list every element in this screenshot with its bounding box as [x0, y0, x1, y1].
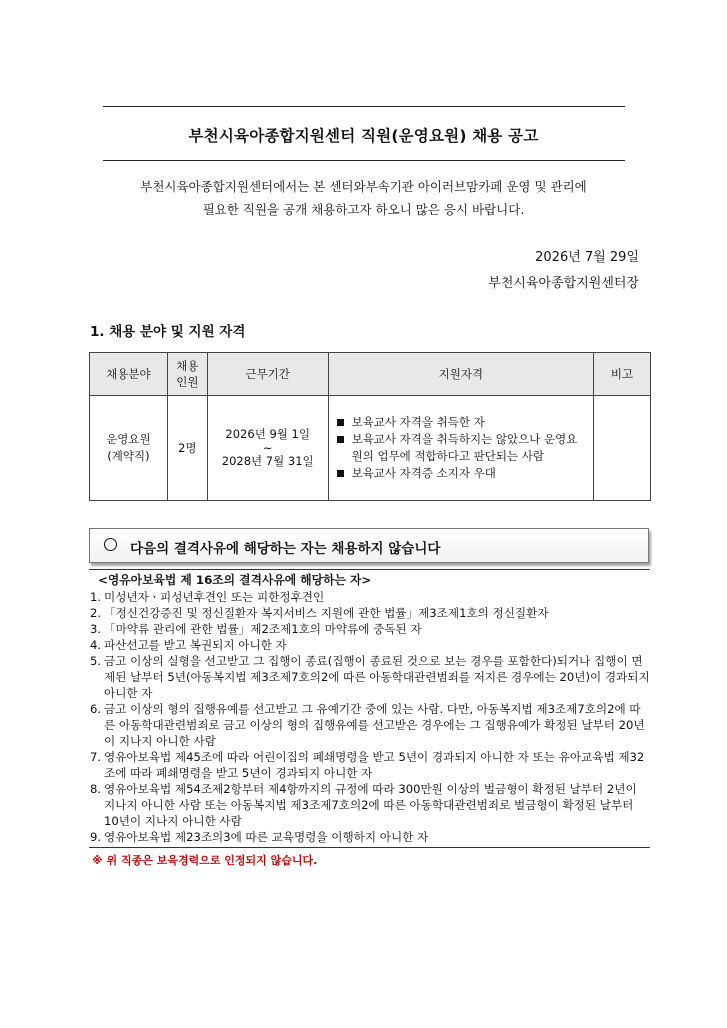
cell-count: 2명 — [167, 396, 207, 501]
list-item — [90, 621, 650, 637]
item-text: 금고 이상의 실형을 선고받고 그 집행이 종료(집행이 종료된 것으로 보는 경우를 포함한다)되거나 집행이 면제된 날부터 5년(아동복지법 제3조제7호의2에 따른 아동학대관련범죄를 저지른 경우에는 20년)이 경과되지 아니한 자 — [104, 654, 650, 700]
disqualification-banner — [89, 528, 649, 563]
title-bottom-rule — [103, 160, 625, 161]
field-line2: (계약직) — [107, 449, 150, 463]
list-item — [90, 829, 650, 845]
cell-remarks — [594, 396, 651, 501]
item-text: 미성년자ㆍ피성년후견인 또는 피한정후견인 — [104, 590, 325, 604]
field-line1: 운영요원 — [106, 432, 151, 446]
intro-line-2: 필요한 직원을 공개 채용하고자 하오니 많은 응시 바랍니다. — [202, 202, 525, 217]
period-start: 2026년 9월 1일 — [225, 427, 310, 441]
list-item — [90, 637, 650, 653]
title-top-rule — [103, 106, 625, 107]
square-bullet-icon — [337, 419, 344, 426]
period-end: 2028년 7월 31일 — [221, 454, 314, 468]
item-number: 2. — [90, 606, 102, 620]
qualification-text: 보육교사 자격증 소지자 우대 — [351, 466, 496, 480]
qualification-text: 보육교사 자격을 취득한 자 — [351, 415, 485, 429]
banner-text: 다음의 결격사유에 해당하는 자는 채용하지 않습니다 — [130, 541, 441, 557]
list-item — [90, 653, 650, 701]
disqualification-list — [90, 572, 650, 845]
item-number: 5. — [90, 654, 102, 668]
item-number: 1. — [90, 590, 102, 604]
recruitment-table — [89, 352, 651, 501]
section-heading: 1. 채용 분야 및 지원 자격 — [90, 324, 246, 340]
item-text: 영유아보육법 제54조제2항부터 제4항까지의 규정에 따라 300만원 이상의 벌금형이 확정된 날부터 2년이 지나지 아니한 사람 또는 아동복지법 제3조제7호의2에 따른 아동학대관련범죄로 벌금형이 확정된 날부터 10년이 지나지 아니한 사람 — [104, 782, 637, 828]
square-bullet-icon — [337, 470, 344, 477]
item-number: 3. — [90, 622, 102, 636]
square-bullet-icon — [337, 436, 344, 443]
announcement-date: 2026년 7월 29일 — [535, 250, 639, 265]
page-title: 부천시육아종합지원센터 직원(운영요원) 채용 공고 — [188, 127, 539, 145]
footnote: ※ 위 직종은 보육경력으로 인정되지 않습니다. — [92, 854, 318, 867]
list-bottom-divider — [89, 847, 650, 848]
list-item — [90, 749, 650, 781]
item-number: 8. — [90, 782, 102, 796]
list-item — [90, 605, 650, 621]
item-text: 파산선고를 받고 복권되지 아니한 자 — [104, 638, 287, 652]
cell-field — [90, 396, 168, 501]
header-count-line2: 인원 — [176, 375, 199, 389]
header-count-line1: 채용 — [176, 359, 199, 373]
disqualification-subheading: <영유아보육법 제 16조의 결격사유에 해당하는 자> — [98, 573, 372, 587]
circle-icon — [104, 538, 117, 551]
header-remarks: 비고 — [594, 353, 651, 396]
list-item — [90, 701, 650, 749]
header-period: 근무기간 — [207, 353, 328, 396]
item-number: 7. — [90, 750, 102, 764]
item-number: 6. — [90, 702, 102, 716]
item-text: 「정신건강증진 및 정신질환자 복지서비스 지원에 관한 법률」제3조제1호의 정신질환자 — [104, 606, 549, 620]
intro-line-1: 부천시육아종합지원센터에서는 본 센터와부속기관 아이러브맘카페 운영 및 관리에 — [140, 179, 587, 194]
period-separator: ~ — [262, 441, 273, 455]
qualification-item — [335, 431, 587, 465]
issuer-name: 부천시육아종합지원센터장 — [488, 276, 639, 291]
list-item — [90, 589, 650, 605]
header-field: 채용분야 — [90, 353, 168, 396]
item-number: 9. — [90, 830, 102, 844]
cell-qualifications — [328, 396, 593, 501]
item-text: 영유아보육법 제45조에 따라 어린이집의 폐쇄명령을 받고 5년이 경과되지 아니한 자 또는 유아교육법 제32조에 따라 폐쇄명령을 받고 5년이 경과되지 아니한 자 — [104, 750, 645, 780]
list-item — [90, 781, 650, 829]
list-top-divider — [89, 569, 650, 570]
item-text: 금고 이상의 형의 집행유예를 선고받고 그 유예기간 중에 있는 사람. 다만, 아동복지법 제3조제7호의2에 따른 아동학대관련범죄로 금고 이상의 형의 집행유예를 선고받은 경우에는 그 집행유예가 확정된 날부터 20년이 지나지 아니한 사람 — [104, 702, 645, 748]
header-qualifications: 지원자격 — [328, 353, 593, 396]
header-count — [167, 353, 207, 396]
qualification-item — [335, 465, 587, 482]
table-header-row — [90, 353, 651, 396]
qualification-text: 보육교사 자격을 취득하지는 않았으나 운영요원의 업무에 적합하다고 판단되는 사람 — [351, 432, 578, 463]
cell-period — [207, 396, 328, 501]
item-text: 「마약류 관리에 관한 법률」제2조제1호의 마약류에 중독된 자 — [104, 622, 422, 636]
qualification-item — [335, 414, 587, 431]
table-row — [90, 396, 651, 501]
item-number: 4. — [90, 638, 102, 652]
item-text: 영유아보육법 제23조의3에 따른 교육명령을 이행하지 아니한 자 — [104, 830, 429, 844]
